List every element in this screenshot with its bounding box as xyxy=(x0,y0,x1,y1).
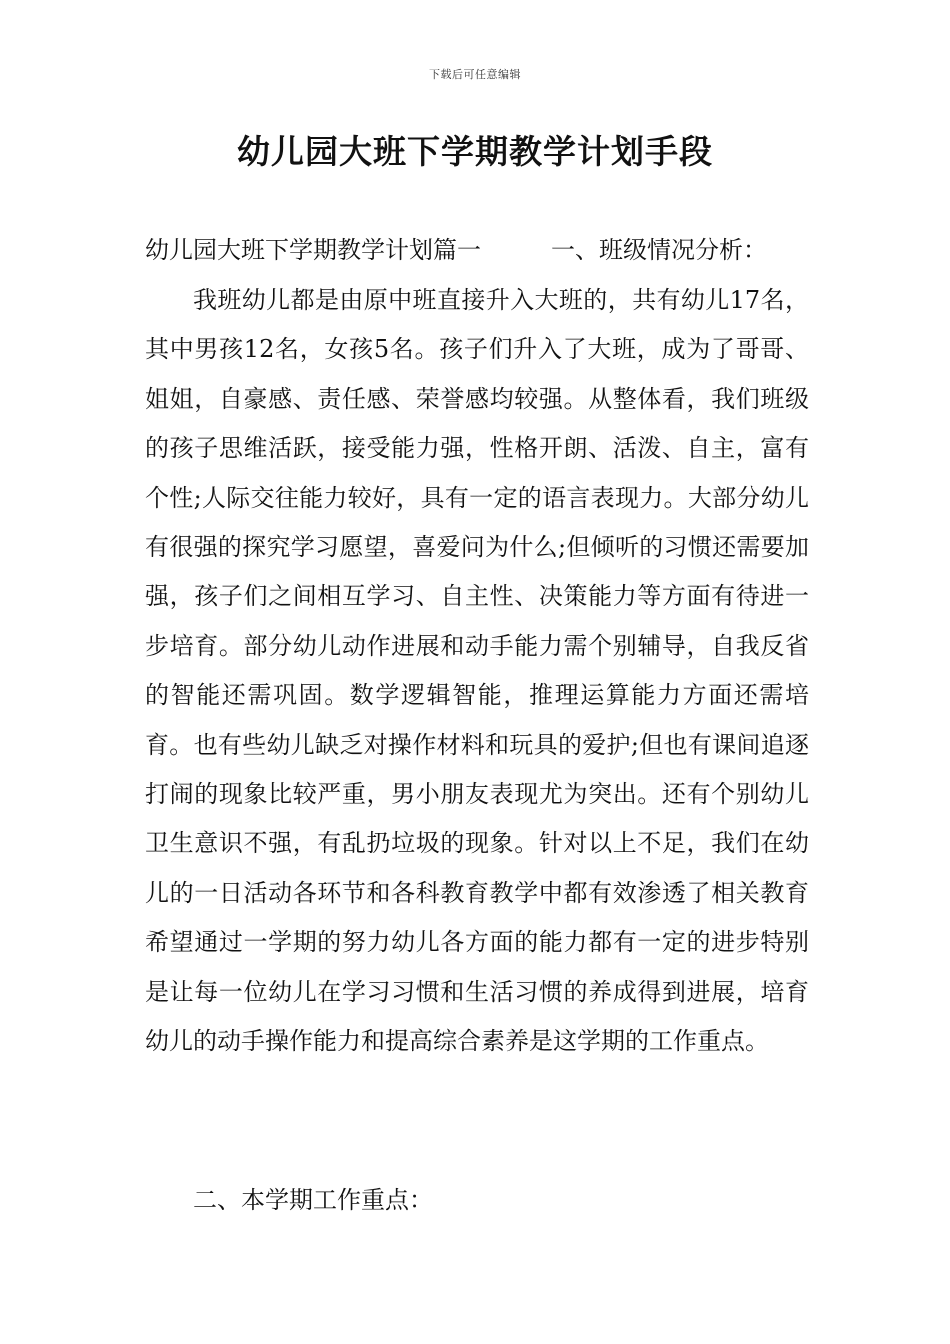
subtitle-right: 一、班级情况分析： xyxy=(551,236,767,264)
subtitle-left: 幼儿园大班下学期教学计划篇一 xyxy=(145,236,481,264)
section2-heading: 二、本学期工作重点： xyxy=(193,1186,433,1214)
paragraph-class-analysis: 我班幼儿都是由原中班直接升入大班的，共有幼儿17名，其中男孩12名，女孩5名。孩子们升入了大班，成为了哥哥、姐姐，自豪感、责任感、荣誉感均较强。从整体看，我们班级的孩子思维活跃，接受能力强，性格开朗、活泼、自主，富有个性;人际交往能力较好，具有一定的语言表现力。大部分幼儿有很强的探究学习愿望，喜爱问为什么;但倾听的习惯还需要加强，孩子们之间相互学习、自主性、决策能力等方面有待进一步培育。部分幼儿动作进展和动手能力需个别辅导，自我反省的智能还需巩固。数学逻辑智能，推理运算能力方面还需培育。也有些幼儿缺乏对操作材料和玩具的爱护;但也有课间追逐打闹的现象比较严重，男小朋友表现尤为突出。还有个别幼儿卫生意识不强，有乱扔垃圾的现象。针对以上不足，我们在幼儿的一日活动各环节和各科教育教学中都有效渗透了相关教育希望通过一学期的努力幼儿各方面的能力都有一定的进步特别是让每一位幼儿在学习习惯和生活习惯的养成得到进展，培育幼儿的动手操作能力和提高综合素养是这学期的工作重点。 xyxy=(145,286,809,1056)
subtitle-line xyxy=(145,226,809,275)
page-title: 幼儿园大班下学期教学计划手段 xyxy=(237,132,713,171)
header-note: 下载后可任意编辑 xyxy=(429,68,521,81)
